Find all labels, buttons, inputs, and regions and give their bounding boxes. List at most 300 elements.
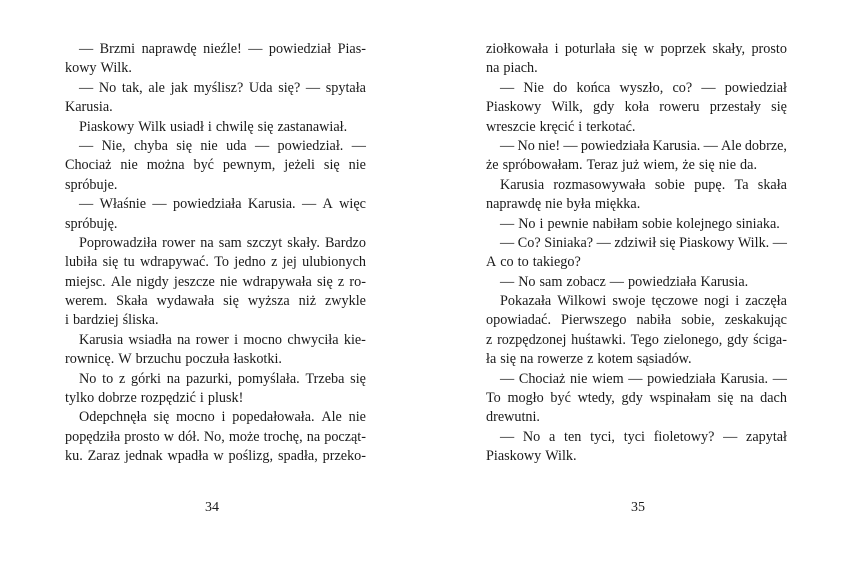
word: co	[500, 254, 514, 271]
text-line	[486, 195, 787, 214]
word: kręcić	[539, 118, 575, 135]
word: sobie	[654, 176, 685, 193]
word: i	[207, 118, 212, 135]
word: chyba	[133, 137, 168, 154]
word: terkotać.	[586, 118, 636, 135]
word: zobacz	[566, 273, 606, 290]
word: Poprowadziła	[79, 234, 158, 251]
word: rower	[162, 234, 196, 251]
word: Uda	[248, 79, 273, 96]
word: i	[199, 390, 204, 407]
word: się	[323, 157, 340, 174]
word: ulubionych	[302, 254, 366, 271]
word: sam	[218, 234, 242, 251]
word: to	[102, 370, 114, 387]
word: rozmasowywała	[553, 176, 646, 193]
word: Wilk,	[551, 99, 583, 116]
word: spytała	[325, 79, 366, 96]
word: a	[549, 428, 556, 445]
text-line	[65, 428, 366, 447]
word: bardziej	[72, 312, 119, 329]
word: —	[351, 137, 366, 154]
text-line	[486, 156, 787, 175]
word: Pias-	[337, 41, 366, 57]
word: być	[550, 390, 571, 407]
word: nie	[718, 157, 737, 174]
text-line	[486, 176, 787, 195]
word: spróbowałam.	[502, 157, 583, 174]
word: przeko-	[322, 448, 366, 465]
word: skały.	[287, 234, 320, 251]
word: nabiła	[636, 312, 672, 329]
word: Pokazała	[500, 293, 552, 310]
word: miejsc.	[65, 273, 106, 290]
word: myślisz?	[193, 79, 244, 96]
right-page-number: 35	[631, 500, 645, 515]
word: rower	[195, 331, 229, 348]
word: zastanawiał.	[277, 118, 348, 135]
word: —	[500, 370, 515, 387]
word: Piaskowy	[486, 99, 542, 116]
word: nie	[220, 273, 238, 290]
word: dach	[760, 390, 787, 407]
word: —	[500, 234, 515, 251]
word: rownicę.	[65, 351, 115, 368]
word: końca	[576, 79, 611, 96]
word: począt-	[324, 428, 366, 445]
word: pewnie	[547, 215, 589, 232]
word: Karusia	[79, 331, 124, 348]
word: powiedziała	[580, 137, 650, 154]
word: się	[698, 157, 715, 174]
word: jednak	[124, 448, 163, 465]
word: zielonego,	[663, 331, 723, 348]
word: —	[772, 370, 787, 387]
word: się	[500, 351, 517, 368]
word: opowiadać.	[486, 312, 552, 329]
word: wiem	[592, 370, 624, 387]
word: powiedział	[724, 79, 787, 96]
word: już	[621, 157, 640, 174]
word: i	[234, 331, 239, 348]
word: sam	[539, 273, 563, 290]
word: —	[703, 137, 718, 154]
text-line	[486, 234, 787, 253]
word: i	[735, 293, 740, 310]
word: No	[522, 428, 541, 445]
word: Zaraz	[87, 448, 120, 465]
word: dobrze,	[744, 137, 787, 154]
word: fioletowy?	[653, 428, 715, 445]
text-line	[65, 118, 366, 137]
word: szczyt	[246, 234, 283, 251]
text-line	[65, 311, 366, 330]
word: nie	[120, 157, 138, 174]
word: pomyślała.	[237, 370, 300, 387]
word: dół.	[178, 428, 200, 445]
word: więc	[339, 196, 366, 213]
word: rowerze	[537, 351, 584, 368]
text-line	[65, 253, 366, 272]
text-line	[65, 98, 366, 117]
word: sobie,	[681, 312, 715, 329]
word: wspinałam	[649, 390, 711, 407]
word: powiedziała	[647, 370, 716, 387]
word: rozpędzić	[140, 390, 196, 407]
word: skały,	[712, 41, 746, 57]
word: —	[772, 234, 787, 251]
word: To	[214, 254, 229, 271]
word: powiedziała	[627, 273, 697, 290]
word: i	[221, 409, 226, 426]
word: się	[153, 409, 170, 426]
word: drewutni.	[486, 409, 540, 426]
word: popedałowała.	[232, 409, 315, 426]
word: A	[322, 196, 333, 213]
word: kowy	[65, 60, 97, 77]
word: Nie	[523, 79, 544, 96]
word: nieźle!	[203, 41, 242, 57]
text-line	[486, 98, 787, 117]
word: brzuchu	[135, 351, 182, 368]
text-line	[486, 253, 787, 272]
word: W	[118, 351, 132, 368]
word: A	[486, 254, 497, 271]
word: śliska.	[122, 312, 159, 329]
word: się	[102, 254, 119, 271]
word: z	[118, 370, 126, 387]
word: i	[554, 41, 559, 57]
word: się?	[278, 79, 301, 96]
text-line	[65, 292, 366, 311]
word: nabiłam	[592, 215, 639, 232]
word: Karusia.	[247, 196, 296, 213]
word: można	[146, 157, 185, 174]
word: No	[517, 137, 535, 154]
word: na	[740, 390, 754, 407]
word: lubiła	[65, 254, 98, 271]
text-line	[65, 350, 366, 369]
word: zeskakując	[724, 312, 787, 329]
word: Karusia.	[700, 273, 749, 290]
word: nogi	[703, 293, 730, 310]
word: co?	[672, 79, 693, 96]
word: Ale	[110, 273, 132, 290]
word: wdrapywać.	[139, 254, 209, 271]
word: że	[486, 157, 499, 174]
text-line	[486, 428, 787, 447]
word: popędziła	[65, 428, 121, 445]
word: —	[500, 137, 515, 154]
word: poturlała	[564, 41, 616, 57]
word: Ale	[721, 137, 742, 154]
word: wiem,	[643, 157, 679, 174]
word: piach.	[503, 60, 538, 77]
word: —	[79, 79, 94, 96]
word: na	[486, 60, 500, 77]
text-line	[65, 176, 366, 195]
word: Ale	[321, 409, 342, 426]
word: się	[659, 234, 676, 251]
word: ten	[564, 428, 582, 445]
word: Trzeba	[305, 370, 345, 387]
left-page-text	[65, 40, 366, 467]
word: —	[500, 79, 515, 96]
word: niż	[298, 293, 316, 310]
word: się	[717, 390, 734, 407]
text-line	[65, 137, 366, 156]
word: —	[254, 137, 270, 154]
word: No	[98, 79, 117, 96]
word: mogło	[507, 390, 544, 407]
word: —	[628, 370, 643, 387]
word: chwyciła	[287, 331, 339, 348]
word: tyci	[623, 428, 645, 445]
word: —	[301, 196, 317, 213]
word: No	[518, 215, 536, 232]
word: z	[486, 331, 493, 348]
word: —	[563, 137, 578, 154]
word: Wilkowi	[557, 293, 607, 310]
word: Właśnie	[99, 196, 147, 213]
word: rozpędzonej	[497, 331, 567, 348]
word: dobrze	[98, 390, 137, 407]
word: —	[701, 79, 716, 96]
word: się	[350, 370, 366, 387]
word: Wilk.	[737, 234, 770, 251]
word: da.	[740, 157, 757, 174]
word: sąsiadów.	[636, 351, 692, 368]
word: się	[621, 41, 638, 57]
word: Pierwszego	[561, 312, 627, 329]
word: nie	[570, 370, 588, 387]
word: spróbuje.	[65, 176, 118, 193]
word: roweru	[659, 99, 700, 116]
word: wpadła	[167, 448, 209, 465]
word: poślizg,	[228, 448, 274, 465]
word: powiedział	[268, 41, 332, 57]
word: zapytał	[746, 428, 787, 445]
word: na	[306, 428, 321, 445]
word: No	[518, 273, 536, 290]
word: prosto	[751, 41, 787, 57]
text-line	[65, 447, 366, 466]
word: Co?	[517, 234, 541, 251]
word: —	[609, 273, 624, 290]
word: wsiadła	[128, 331, 172, 348]
text-line	[486, 408, 787, 427]
word: się	[771, 99, 787, 116]
text-line	[486, 389, 787, 408]
word: może	[228, 428, 260, 445]
text-line	[65, 195, 366, 214]
word: ziołkowała	[486, 41, 549, 57]
word: łaskotki.	[233, 351, 282, 368]
word: nie	[545, 196, 563, 213]
word: kotem	[597, 351, 633, 368]
word: Piaskowy	[486, 448, 542, 465]
word: ściga-	[753, 331, 787, 348]
word: jeszcze	[173, 273, 215, 290]
word: Ta	[734, 176, 749, 193]
word: tyci,	[590, 428, 615, 445]
text-line	[486, 118, 787, 137]
word: naprawdę	[486, 196, 542, 213]
text-line	[65, 79, 366, 98]
word: górki	[131, 370, 161, 387]
text-line	[486, 370, 787, 389]
text-line	[486, 273, 787, 292]
word: Chociaż	[65, 157, 112, 174]
word: —	[79, 196, 94, 213]
word: Karusia.	[720, 370, 769, 387]
word: jeżeli	[284, 157, 315, 174]
text-line	[65, 370, 366, 389]
word: —	[79, 41, 94, 57]
text-line	[65, 331, 366, 350]
word: gdy	[593, 99, 615, 116]
word: —	[500, 215, 515, 232]
word: —	[152, 196, 167, 213]
word: ro-	[349, 273, 366, 290]
word: No,	[203, 428, 225, 445]
word: Teraz	[586, 157, 618, 174]
text-line	[486, 79, 787, 98]
word: do	[553, 79, 568, 96]
word: Siniaka?	[544, 234, 594, 251]
word: nie!	[538, 137, 561, 154]
word: jej	[282, 254, 297, 271]
word: na	[177, 331, 191, 348]
word: nigdy	[136, 273, 169, 290]
word: w	[213, 448, 224, 465]
text-line	[65, 40, 366, 59]
word: Piaskowy	[79, 118, 135, 135]
text-line	[486, 447, 787, 466]
word: gdy	[621, 390, 643, 407]
word: naprawdę	[141, 41, 197, 57]
word: werem.	[65, 293, 108, 310]
text-line	[486, 215, 787, 234]
word: wydawała	[156, 293, 215, 310]
word: —	[305, 79, 321, 96]
word: swoje	[612, 293, 646, 310]
word: spadła,	[277, 448, 318, 465]
text-line	[486, 311, 787, 330]
word: i	[539, 215, 544, 232]
text-line	[65, 59, 366, 78]
text-line	[65, 408, 366, 427]
word: to	[517, 254, 529, 271]
word: Karusia.	[652, 137, 701, 154]
word: tak,	[121, 79, 143, 96]
text-line	[486, 292, 787, 311]
word: koła	[624, 99, 650, 116]
word: kie-	[343, 331, 366, 348]
word: przestały	[709, 99, 761, 116]
word: w	[163, 428, 175, 445]
word: jedno	[234, 254, 266, 271]
word: —	[723, 428, 738, 445]
word: się	[317, 273, 333, 290]
word: mocno	[176, 409, 215, 426]
word: na	[520, 351, 534, 368]
word: skała	[757, 176, 787, 193]
word: —	[248, 41, 263, 57]
word: była	[566, 196, 591, 213]
text-line	[65, 389, 366, 408]
word: —	[79, 137, 94, 154]
word: nie	[200, 137, 218, 154]
word: wtedy,	[577, 390, 615, 407]
word: Bardzo	[324, 234, 366, 251]
word: tu	[123, 254, 135, 271]
word: powiedziała	[172, 196, 242, 213]
word: —	[500, 428, 515, 445]
word: wreszcie	[486, 118, 536, 135]
word: poprzek	[660, 41, 707, 57]
word: w	[643, 41, 655, 57]
word: prosto	[124, 428, 160, 445]
word: powiedział.	[277, 137, 344, 154]
word: pupę.	[694, 176, 726, 193]
word: kolejnego	[676, 215, 733, 232]
word: z	[271, 254, 278, 271]
word: Brzmi	[99, 41, 136, 57]
word: Karusia	[500, 176, 545, 193]
text-line	[65, 234, 366, 253]
word: No	[79, 370, 97, 387]
word: sobie	[642, 215, 673, 232]
word: być	[193, 157, 214, 174]
word: chwilę	[215, 118, 254, 135]
word: usiadł	[170, 118, 204, 135]
text-line	[486, 350, 787, 369]
word: plusk!	[207, 390, 244, 407]
word: się	[257, 118, 274, 135]
word: zwykle	[324, 293, 366, 310]
word: ku.	[65, 448, 83, 465]
word: na	[166, 370, 181, 387]
word: zdziwił	[614, 234, 657, 251]
text-line	[65, 273, 366, 292]
word: nie	[348, 409, 366, 426]
word: uda	[226, 137, 247, 154]
word: z	[587, 351, 594, 368]
text-line	[65, 156, 366, 175]
word: —	[500, 273, 515, 290]
word: tylko	[65, 390, 95, 407]
word: tęczowe	[651, 293, 698, 310]
text-line	[65, 215, 366, 234]
word: huśtawki.	[571, 331, 626, 348]
word: że	[682, 157, 695, 174]
left-page-number: 34	[205, 500, 219, 515]
word: poczuła	[185, 351, 230, 368]
right-page-text	[486, 40, 787, 467]
word: Piaskowy	[679, 234, 735, 251]
word: spróbuję.	[65, 215, 118, 232]
word: Tego	[630, 331, 659, 348]
word: Odepchnęła	[79, 409, 147, 426]
word: się	[223, 293, 239, 310]
word: Wilk	[138, 118, 166, 135]
word: i	[578, 118, 583, 135]
text-line	[486, 40, 787, 59]
word: mocno	[243, 331, 283, 348]
word: trochę,	[263, 428, 303, 445]
word: wyszło,	[619, 79, 664, 96]
